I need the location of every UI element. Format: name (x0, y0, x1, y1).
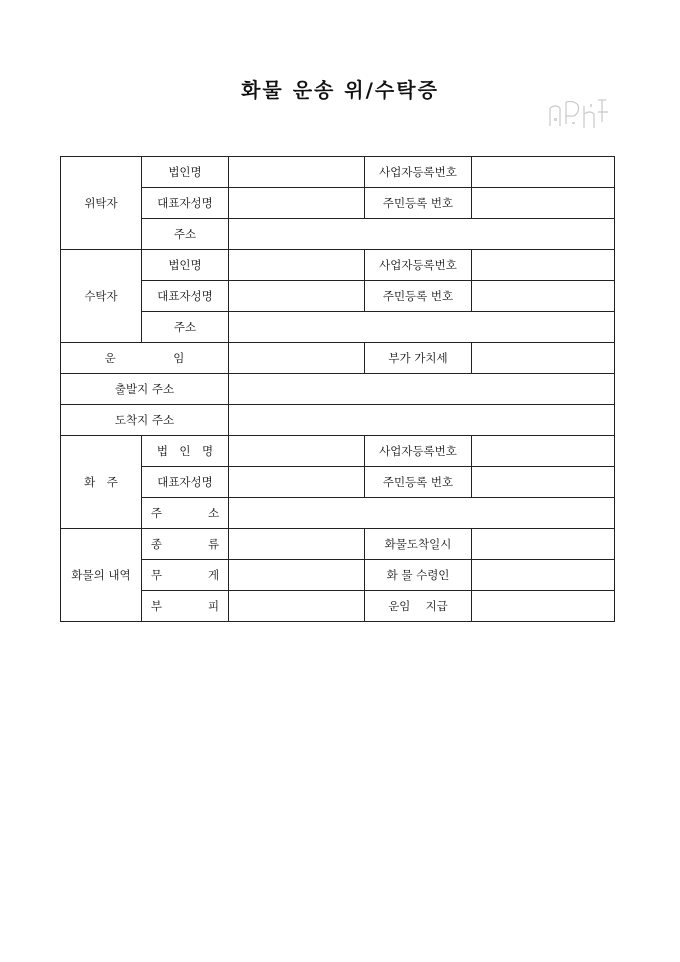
cargo-weight-field[interactable] (229, 560, 365, 591)
fare-label: 운 임 (61, 343, 229, 374)
consignee-address-label: 주소 (142, 312, 229, 343)
consignee-corp-name-field[interactable] (229, 250, 365, 281)
owner-corp-name-label: 법 인 명 (142, 436, 229, 467)
cargo-row-1 (61, 529, 615, 560)
consignee-group-label: 수탁자 (61, 250, 142, 343)
consignor-biz-reg-no-field[interactable] (472, 157, 615, 188)
consignee-rep-name-field[interactable] (229, 281, 365, 312)
consignor-rep-name-label: 대표자성명 (142, 188, 229, 219)
owner-group-label: 화 주 (61, 436, 142, 529)
cargo-arrival-datetime-field[interactable] (472, 529, 615, 560)
consignor-row-3 (61, 219, 615, 250)
owner-address-label: 주 소 (142, 498, 229, 529)
consignee-address-field[interactable] (229, 312, 615, 343)
origin-address-row (61, 374, 615, 405)
consignor-address-label: 주소 (142, 219, 229, 250)
cargo-volume-field[interactable] (229, 591, 365, 622)
destination-address-field[interactable] (229, 405, 615, 436)
cargo-arrival-datetime-label: 화물도착일시 (365, 529, 472, 560)
consignee-row-2 (61, 281, 615, 312)
consignor-corp-name-field[interactable] (229, 157, 365, 188)
owner-row-2 (61, 467, 615, 498)
cargo-row-3 (61, 591, 615, 622)
origin-address-label: 출발지 주소 (61, 374, 229, 405)
consignee-row-3 (61, 312, 615, 343)
owner-biz-reg-no-field[interactable] (472, 436, 615, 467)
consignee-biz-reg-no-field[interactable] (472, 250, 615, 281)
consignor-rep-name-field[interactable] (229, 188, 365, 219)
faded-stamp-mark (546, 96, 612, 134)
consignor-biz-reg-no-label: 사업자등록번호 (365, 157, 472, 188)
consignor-resident-no-label: 주민등록 번호 (365, 188, 472, 219)
consignee-rep-name-label: 대표자성명 (142, 281, 229, 312)
cargo-row-2 (61, 560, 615, 591)
vat-label: 부가 가치세 (365, 343, 472, 374)
consignor-row-2 (61, 188, 615, 219)
consignee-resident-no-label: 주민등록 번호 (365, 281, 472, 312)
cargo-receiver-field[interactable] (472, 560, 615, 591)
owner-address-field[interactable] (229, 498, 615, 529)
owner-biz-reg-no-label: 사업자등록번호 (365, 436, 472, 467)
destination-address-label: 도착지 주소 (61, 405, 229, 436)
origin-address-field[interactable] (229, 374, 615, 405)
cargo-type-label: 종 류 (142, 529, 229, 560)
consignor-row-1 (61, 157, 615, 188)
consignee-row-1 (61, 250, 615, 281)
cargo-type-field[interactable] (229, 529, 365, 560)
owner-row-3 (61, 498, 615, 529)
owner-row-1 (61, 436, 615, 467)
cargo-fare-payment-field[interactable] (472, 591, 615, 622)
fare-row (61, 343, 615, 374)
consignee-biz-reg-no-label: 사업자등록번호 (365, 250, 472, 281)
owner-corp-name-field[interactable] (229, 436, 365, 467)
owner-resident-no-label: 주민등록 번호 (365, 467, 472, 498)
owner-rep-name-label: 대표자성명 (142, 467, 229, 498)
cargo-weight-label: 무 게 (142, 560, 229, 591)
fare-field[interactable] (229, 343, 365, 374)
vat-field[interactable] (472, 343, 615, 374)
destination-address-row (61, 405, 615, 436)
consignee-resident-no-field[interactable] (472, 281, 615, 312)
freight-consignment-form (60, 156, 615, 622)
consignor-group-label: 위탁자 (61, 157, 142, 250)
consignor-resident-no-field[interactable] (472, 188, 615, 219)
consignee-corp-name-label: 법인명 (142, 250, 229, 281)
consignor-address-field[interactable] (229, 219, 615, 250)
owner-resident-no-field[interactable] (472, 467, 615, 498)
cargo-receiver-label: 화 물 수령인 (365, 560, 472, 591)
cargo-group-label: 화물의 내역 (61, 529, 142, 622)
consignor-corp-name-label: 법인명 (142, 157, 229, 188)
document-title: 화물 운송 위/수탁증 (241, 78, 439, 102)
owner-rep-name-field[interactable] (229, 467, 365, 498)
cargo-fare-payment-label: 운임 지급 (365, 591, 472, 622)
cargo-volume-label: 부 피 (142, 591, 229, 622)
